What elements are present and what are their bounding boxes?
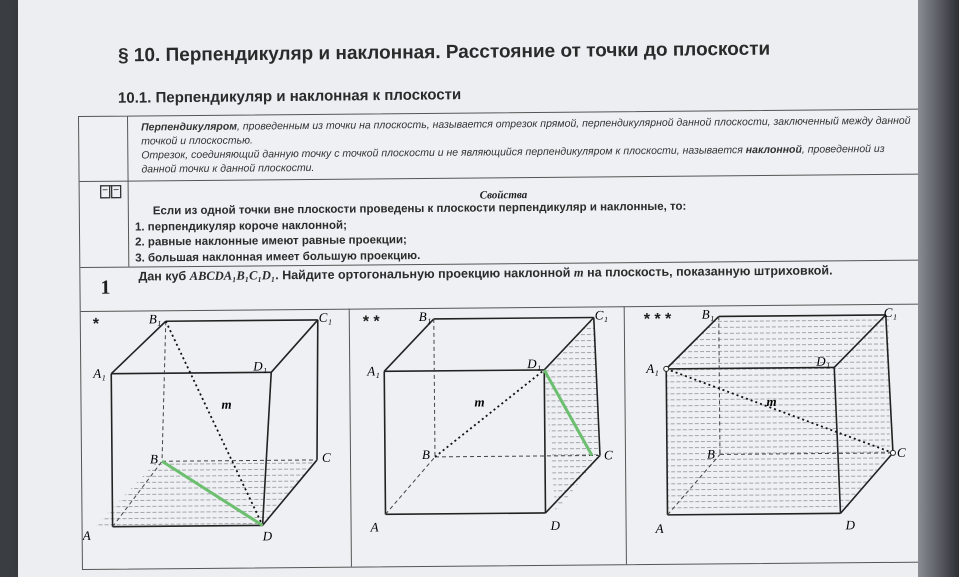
task-text-middle: . Найдите ортогональную проекцию наклонной [275, 265, 574, 283]
cube-drawing-1 [81, 310, 351, 569]
property-item-1: 1. перпендикуляр короче наклонной; [134, 219, 347, 234]
label-A: A [655, 520, 664, 536]
label-B1: B₁ [418, 308, 432, 325]
property-item-3: 3. большая наклонная имеет большую проекцию. [135, 249, 421, 265]
label-A1: A₁ [93, 365, 106, 381]
label-C1: C₁ [594, 307, 609, 323]
task-cube-name: ABCDA₁B₁C₁D₁ [189, 268, 276, 284]
properties-title: Свойства [479, 189, 528, 202]
label-m: m [221, 396, 232, 412]
properties-list [135, 198, 906, 267]
label-C: C [603, 447, 613, 463]
label-B1: B₁ [148, 311, 162, 327]
definition-text [141, 114, 911, 177]
label-B1: B₁ [701, 306, 715, 322]
label-D: D [845, 517, 856, 533]
task-text-after: на плоскость, показанную штриховкой. [583, 263, 833, 280]
cube-figure-1 [81, 310, 351, 569]
label-D: D [550, 517, 561, 533]
label-C: C [896, 444, 906, 460]
label-A1: A₁ [646, 360, 659, 377]
definition-term-perpendicular: Перпендикуляром [141, 120, 238, 134]
label-B: B [149, 451, 159, 467]
label-B: B [421, 446, 430, 463]
difficulty-stars-2: * * [362, 313, 380, 331]
definition-text-1: , проведенным из точки на плоскость, называется отрезок прямой, перпендикулярной данной плоскости, заключенный между данной точкой и плоскостью. [141, 114, 911, 148]
cube-drawing-3 [624, 305, 923, 565]
label-m: m [766, 393, 777, 410]
subsection-title: 10.1. Перпендикуляр и наклонная к плоскости [117, 86, 462, 107]
cube-drawing-2 [349, 307, 626, 566]
task-var-m: m [573, 265, 584, 280]
cube-figure-3 [624, 305, 923, 565]
label-B: B [706, 446, 715, 462]
definition-text-2-start: Отрезок, соединяющий данную точку с точкой плоскости и не являющийся перпендикуляром к плоскости, называется [141, 144, 746, 162]
section-title: § 10. Перпендикуляр и наклонная. Расстояние от точки до плоскости [117, 38, 771, 67]
task-number: 1 [100, 276, 111, 299]
background-edge [918, 0, 959, 577]
theory-box [78, 109, 924, 570]
label-A: A [370, 519, 379, 535]
difficulty-stars-1: * [92, 315, 100, 333]
book-icon [100, 184, 122, 200]
label-D1: D₁ [527, 355, 542, 372]
label-C: C [321, 449, 331, 465]
label-D: D [262, 528, 273, 544]
properties-lead: Если из одной точки вне плоскости проведены к плоскости перпендикуляр и наклонные, то: [152, 200, 687, 218]
definition-text-2-end: , проведенной из данной точки к данной плоскости. [141, 142, 885, 176]
cube-figure-2 [349, 307, 626, 566]
task-text-before: Дан куб [138, 269, 190, 284]
label-A: A [82, 527, 91, 543]
label-D1: D₁ [253, 358, 268, 374]
label-A1: A₁ [367, 363, 380, 379]
difficulty-stars-3: * * * [643, 310, 672, 329]
textbook-page [18, 0, 923, 577]
label-m: m [474, 394, 485, 410]
label-C1: C₁ [883, 304, 898, 320]
property-item-2: 2. равные наклонные имеют равные проекции; [135, 234, 407, 249]
label-D1: D₁ [816, 353, 831, 369]
definition-term-inclined: наклонной [745, 143, 802, 157]
label-C1: C₁ [318, 309, 333, 325]
